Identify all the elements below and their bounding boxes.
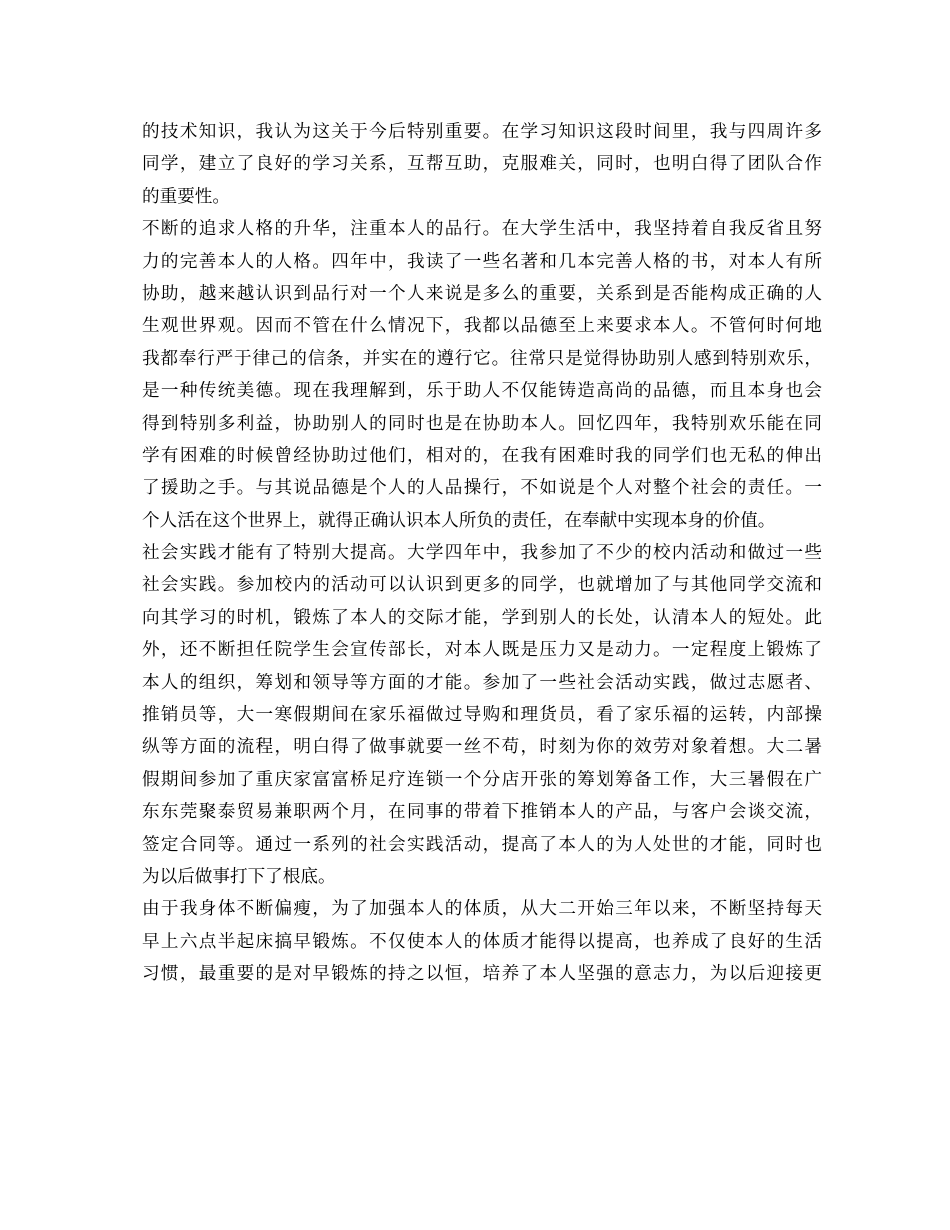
text-line: 不断的追求人格的升华，注重本人的品行。在大学生活中，我坚持着自我反省且努: [142, 219, 822, 240]
text-line: 得到特别多利益，协助别人的同时也是在协助本人。回忆四年，我特别欢乐能在同: [142, 413, 822, 434]
text-line: 习惯，最重要的是对早锻炼的持之以恒，培养了本人坚强的意志力，为以后迎接更: [142, 964, 822, 985]
text-line: 为以后做事打下了根底。: [142, 866, 336, 887]
text-line: 协助，越来越认识到品行对一个人来说是多么的重要，关系到是否能构成正确的人: [142, 283, 822, 304]
text-line: 个人活在这个世界上，就得正确认识本人所负的责任，在奉献中实现本身的价值。: [142, 510, 776, 531]
text-line: 社会实践才能有了特别大提高。大学四年中，我参加了不少的校内活动和做过一些: [142, 543, 822, 564]
text-line: 由于我身体不断偏瘦，为了加强本人的体质，从大二开始三年以来，不断坚持每天: [142, 899, 822, 920]
text-line: 是一种传统美德。现在我理解到，乐于助人不仅能铸造高尚的品德，而且本身也会: [142, 381, 822, 402]
text-line: 的技术知识，我认为这关于今后特别重要。在学习知识这段时间里，我与四周许多: [142, 122, 822, 142]
text-line: 外，还不断担任院学生会宣传部长，对本人既是压力又是动力。一定程度上锻炼了: [142, 640, 822, 661]
text-line: 向其学习的时机，锻炼了本人的交际才能，学到别人的长处，认清本人的短处。此: [142, 607, 822, 628]
text-line: 签定合同等。通过一系列的社会实践活动，提高了本人的为人处世的才能，同时也: [142, 834, 822, 855]
text-line: 本人的组织，筹划和领导等方面的才能。参加了一些社会活动实践，做过志愿者、: [142, 672, 822, 693]
text-line: 生观世界观。因而不管在什么情况下，我都以品德至上来要求本人。不管何时何地: [142, 316, 822, 337]
text-line: 学有困难的时候曾经协助过他们，相对的，在我有困难时我的同学们也无私的伸出: [142, 445, 822, 466]
text-line: 我都奉行严于律己的信条，并实在的遵行它。往常只是觉得协助别人感到特别欢乐，: [142, 348, 822, 369]
text-line: 了援助之手。与其说品德是个人的人品操行，不如说是个人对整个社会的责任。一: [142, 478, 822, 499]
body-text: [142, 116, 822, 991]
text-line: 推销员等，大一寒假期间在家乐福做过导购和理货员，看了家乐福的运转，内部操: [142, 705, 822, 726]
text-line: 同学，建立了良好的学习关系，互帮互助，克服难关，同时，也明白得了团队合作: [142, 154, 822, 175]
text-line: 早上六点半起床搞早锻炼。不仅使本人的体质才能得以提高，也养成了良好的生活: [142, 931, 822, 952]
text-line: 力的完善本人的人格。四年中，我读了一些名著和几本完善人格的书，对本人有所: [142, 251, 822, 272]
text-line: 东东莞聚泰贸易兼职两个月，在同事的带着下推销本人的产品，与客户会谈交流，: [142, 802, 822, 823]
text-line: 假期间参加了重庆家富富桥足疗连锁一个分店开张的筹划筹备工作，大三暑假在广: [142, 769, 822, 790]
text-line: 社会实践。参加校内的活动可以认识到更多的同学，也就增加了与其他同学交流和: [142, 575, 822, 596]
text-line: 的重要性。: [142, 186, 230, 207]
text-line: 纵等方面的流程，明白得了做事就要一丝不苟，时刻为你的效劳对象着想。大二暑: [142, 737, 822, 758]
